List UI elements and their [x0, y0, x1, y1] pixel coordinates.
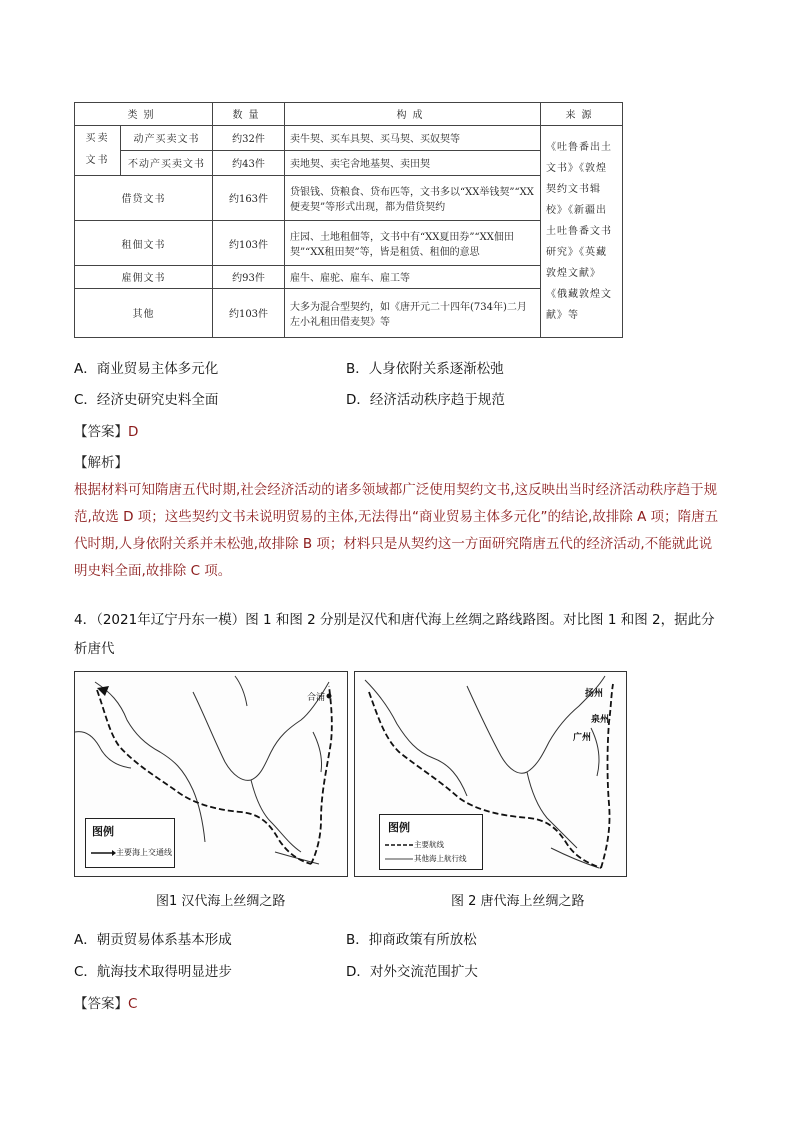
row-composition: 卖地契、卖宅舍地基契、卖田契	[285, 150, 541, 175]
map-tang-dynasty	[354, 671, 627, 877]
q4-answer	[74, 992, 137, 1012]
map-han-dynasty	[74, 671, 348, 877]
row-category: 租佃文书	[75, 220, 213, 265]
map1-legend-arrow-icon	[90, 849, 116, 857]
analysis-label: 【解析】	[74, 455, 128, 471]
map1-legend	[85, 818, 175, 868]
map2-legend-solid-line-icon	[384, 856, 414, 862]
map2-legend-dashed-line-icon	[384, 842, 414, 848]
q4-option-d: D．对外交流范围扩大	[346, 964, 478, 980]
q3-option-b: B．人身依附关系逐渐松弛	[346, 361, 504, 377]
map2-label-yangzhou: 扬州	[585, 689, 604, 699]
row-category: 借贷文书	[75, 175, 213, 220]
q4-option-a: A．朝贡贸易体系基本形成	[74, 932, 232, 948]
map1-label-hepu-north: 合浦	[307, 693, 326, 703]
row-count: 约163件	[213, 175, 285, 220]
row-count: 约43件	[213, 150, 285, 175]
analysis-text: 根据材料可知隋唐五代时期,社会经济活动的诸多领域都广泛使用契约文书,这反映出当时经济活动秩序趋于规范,故选 D 项；这些契约文书未说明贸易的主体,无法得出“商业贸易主体多元化”的结论,故排除 A 项；隋唐五代时期,人身依附关系并未松弛,故排除 B 项；材料只是从契约这一方面研究隋唐五代的经济活动,不能就此说明史料全面,故排除 C 项。	[74, 482, 719, 579]
row-category: 动产买卖文书	[121, 125, 213, 150]
header-source: 来源	[541, 103, 623, 126]
row-count: 约103件	[213, 288, 285, 337]
q3-option-d: D．经济活动秩序趋于规范	[346, 392, 505, 408]
buy-sell-label: 买卖文书	[75, 125, 121, 175]
q3-answer	[74, 420, 138, 440]
row-count: 约93件	[213, 266, 285, 289]
header-count: 数量	[213, 103, 285, 126]
q4-stem: 4．（2021年辽宁丹东一模）图 1 和图 2 分别是汉代和唐代海上丝绸之路线路图。对比图 1 和图 2，据此分析唐代	[74, 612, 715, 657]
map2-caption: 图 2 唐代海上丝绸之路	[451, 894, 585, 909]
row-count: 约32件	[213, 125, 285, 150]
q3-option-c: C．经济史研究史料全面	[74, 392, 219, 408]
map2-legend-title: 图例	[388, 821, 410, 834]
answer-label: 【答案】	[74, 996, 128, 1012]
source-cell: 《吐鲁番出土文书》《敦煌契约文书辑校》《新疆出土吐鲁番文书研究》《英藏敦煌文献》《俄藏敦煌文献》等	[541, 125, 623, 337]
q4-option-b: B．抑商政策有所放松	[346, 932, 477, 948]
answer-letter: D	[128, 424, 139, 440]
row-composition: 庄园、土地租佃等，文书中有“XX夏田券”“XX佃田契”“XX租田契”等，皆是租赁、租佃的意思	[285, 220, 541, 265]
row-count: 约103件	[213, 220, 285, 265]
row-category: 不动产买卖文书	[121, 150, 213, 175]
answer-letter: C	[128, 996, 138, 1012]
map2-label-quanzhou: 泉州	[591, 715, 610, 725]
row-composition: 大多为混合型契约，如《唐开元二十四年(734年)二月左小礼租田借麦契》等	[285, 288, 541, 337]
row-category: 其他	[75, 288, 213, 337]
map2-legend	[379, 814, 483, 870]
contract-table	[74, 102, 623, 338]
row-composition: 卖牛契、买车具契、买马契、买奴契等	[285, 125, 541, 150]
map1-legend-title: 图例	[92, 825, 114, 838]
row-composition: 贷银钱、贷粮食、贷布匹等，文书多以“XX举钱契”“XX便麦契”等形式出现，都为借贷契约	[285, 175, 541, 220]
header-composition: 构成	[285, 103, 541, 126]
map2-label-guangzhou: 广州	[573, 733, 592, 743]
header-category: 类别	[75, 103, 213, 126]
answer-label: 【答案】	[74, 424, 128, 440]
map1-caption: 图1 汉代海上丝绸之路	[156, 894, 286, 909]
q4-option-c: C．航海技术取得明显进步	[74, 964, 232, 980]
row-composition: 雇牛、雇驼、雇车、雇工等	[285, 266, 541, 289]
map1-legend-line-label: 主要海上交通线	[116, 848, 172, 857]
map2-legend-main-label: 主要航线	[414, 840, 444, 849]
row-category: 雇佣文书	[75, 266, 213, 289]
q3-option-a: A．商业贸易主体多元化	[74, 361, 219, 377]
map2-legend-other-label: 其他海上航行线	[414, 854, 467, 863]
